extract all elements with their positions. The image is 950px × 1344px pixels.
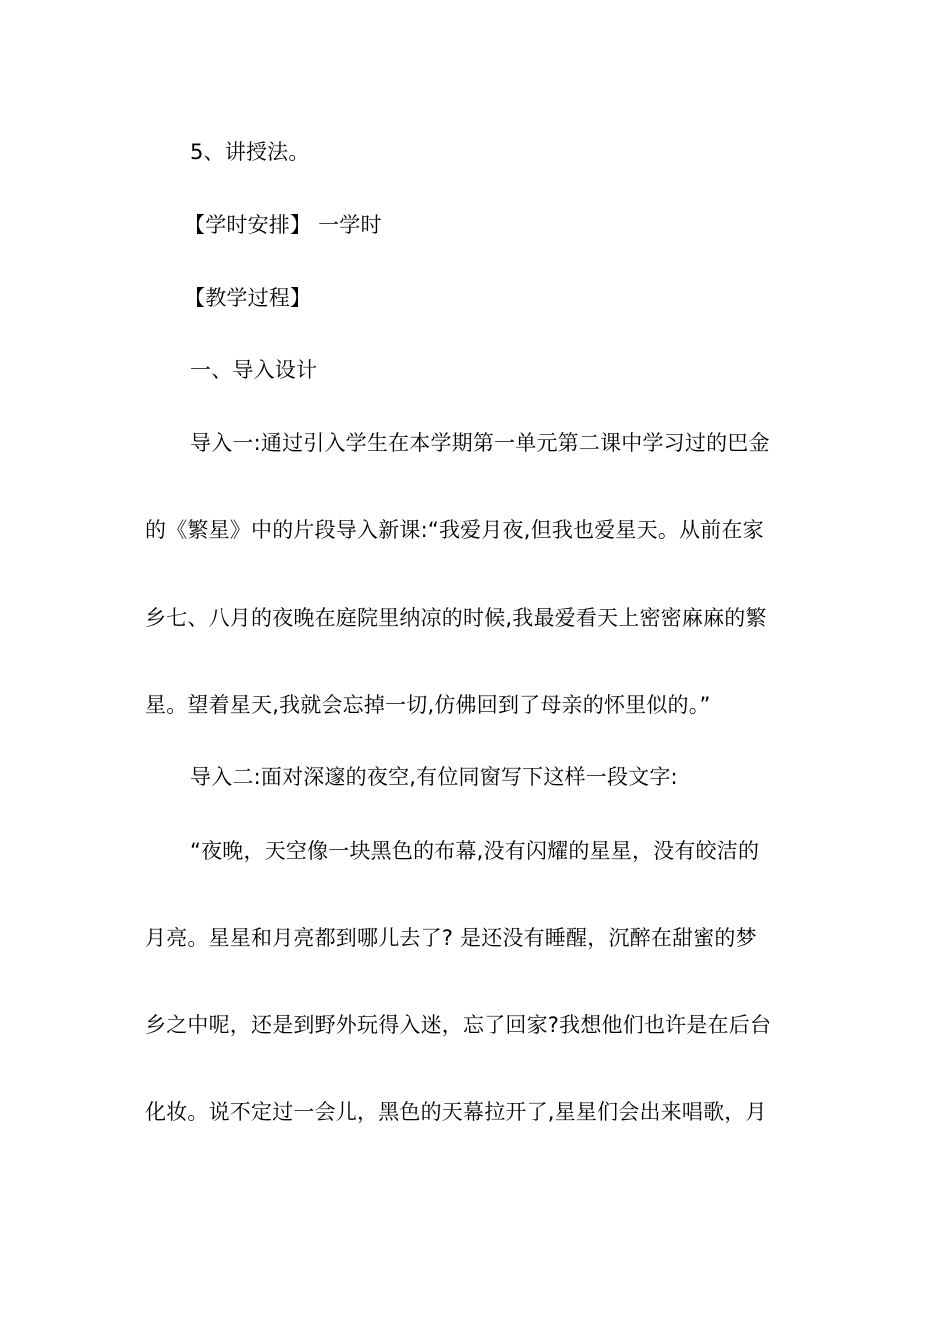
paragraph-line: 导入一:通过引入学生在本学期第一单元第二课中学习过的巴金 <box>190 431 770 455</box>
paragraph-line: 化妆。说不定过一会儿，黑色的天幕拉开了,星星们会出来唱歌，月 <box>145 1100 767 1124</box>
section-class-hours: 【学时安排】 一学时 <box>184 213 382 237</box>
paragraph-line: 星。望着星天,我就会忘掉一切,仿佛回到了母亲的怀里似的。” <box>145 693 711 717</box>
paragraph-line: 乡之中呢，还是到野外玩得入迷，忘了回家?我想他们也许是在后台 <box>145 1013 772 1037</box>
paragraph-line: 导入二:面对深邃的夜空,有位同窗写下这样一段文字: <box>190 765 678 789</box>
section-heading-teaching-process: 【教学过程】 <box>184 286 312 310</box>
paragraph-line: 的《繁星》中的片段导入新课:“我爱月夜,但我也爱星天。从前在家 <box>145 518 764 542</box>
paragraph-line: 乡七、八月的夜晚在庭院里纳凉的时候,我最爱看天上密密麻麻的繁 <box>145 606 767 630</box>
paragraph-line: “夜晚，天空像一块黑色的布幕,没有闪耀的星星，没有皎洁的 <box>190 839 760 863</box>
list-item-teaching-method: 5、讲授法。 <box>190 140 310 164</box>
paragraph-line: 月亮。星星和月亮都到哪儿去了? 是还没有睡醒，沉醉在甜蜜的梦 <box>145 926 757 950</box>
subheading-introduction-design: 一、导入设计 <box>190 358 318 382</box>
